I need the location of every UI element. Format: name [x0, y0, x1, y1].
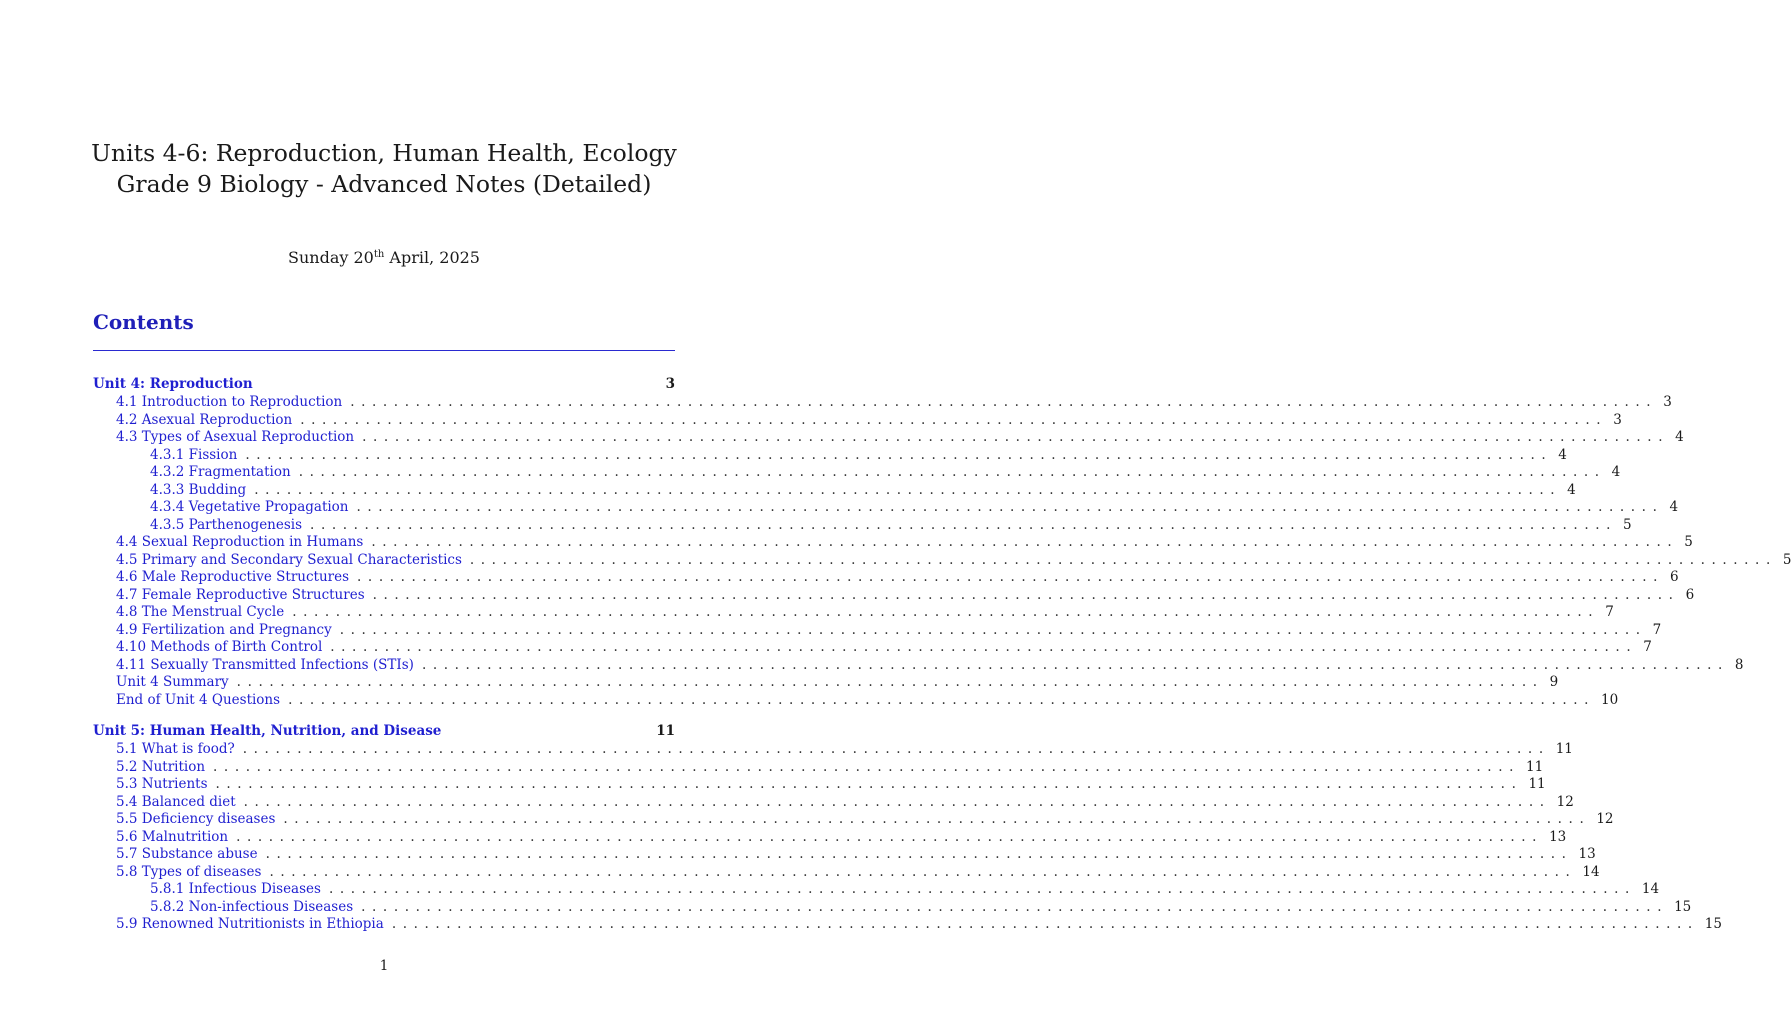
toc-page-number: 13: [1549, 828, 1567, 845]
table-of-contents: [93, 375, 1791, 947]
toc-unit-row[interactable]: [93, 722, 675, 741]
toc-unit-row[interactable]: [93, 375, 675, 394]
toc-entry-row[interactable]: [93, 551, 1791, 570]
toc-leader-dots: ........................................................................................................................: [356, 499, 1664, 515]
toc-entry-link[interactable]: 5.6 Malnutrition: [116, 828, 229, 845]
toc-entry-row[interactable]: [93, 916, 1722, 934]
toc-entry-row[interactable]: [93, 776, 1546, 794]
toc-leader-dots: ........................................................................................................................: [330, 639, 1638, 655]
toc-page-number: 4: [1567, 481, 1576, 498]
toc-page-number: 5: [1782, 551, 1791, 568]
toc-leader-dots: ........................................................................................................................: [215, 776, 1523, 792]
toc-page-number: 15: [1674, 898, 1692, 915]
toc-page-number: 11: [1528, 776, 1546, 792]
toc-entry-link[interactable]: 4.3 Types of Asexual Reproduction: [116, 429, 355, 445]
toc-leader-dots: ........................................................................................................................: [213, 758, 1520, 775]
toc-entry-row[interactable]: [93, 741, 1573, 759]
toc-entry-link[interactable]: 4.3.1 Fission: [150, 446, 238, 463]
toc-unit-group: [93, 722, 1722, 934]
toc-page-number: 14: [1641, 881, 1660, 897]
toc-entry-row[interactable]: [93, 846, 1596, 864]
toc-entry-row[interactable]: [93, 481, 1576, 500]
toc-entry-row[interactable]: [93, 464, 1621, 482]
toc-leader-dots: ........................................................................................................................: [362, 429, 1670, 445]
toc-entry-link[interactable]: 4.2 Asexual Reproduction: [116, 411, 293, 428]
toc-page-number: 3: [1663, 394, 1672, 410]
toc-leader-dots: ........................................................................................................................: [242, 741, 1550, 757]
toc-leader-dots: ........................................................................................................................: [372, 586, 1680, 603]
toc-leader-dots: ........................................................................................................................: [357, 569, 1664, 585]
toc-leader-dots: ........................................................................................................................: [361, 898, 1669, 915]
date-rest: April, 2025: [384, 248, 480, 267]
toc-entry-link[interactable]: 4.6 Male Reproductive Structures: [116, 569, 350, 585]
toc-entry-link[interactable]: 5.1 What is food?: [116, 741, 235, 757]
toc-leader-dots: ........................................................................................................................: [243, 793, 1551, 810]
toc-page-number: 4: [1611, 464, 1621, 480]
toc-entry-link[interactable]: 4.1 Introduction to Reproduction: [116, 394, 343, 410]
toc-page-number: 6: [1685, 586, 1695, 603]
toc-leader-dots: ........................................................................................................................: [328, 881, 1636, 897]
toc-page-number: 3: [665, 376, 675, 392]
toc-entry-row[interactable]: [93, 499, 1679, 517]
toc-leader-dots: ........................................................................................................................: [421, 656, 1729, 673]
toc-page-number: 5: [1684, 534, 1693, 550]
toc-entry-link[interactable]: 4.3.3 Budding: [150, 481, 247, 498]
contents-heading: Contents: [93, 310, 194, 334]
toc-leader-dots: ........................................................................................................................: [391, 916, 1699, 932]
toc-entry-link[interactable]: 5.8.2 Non-infectious Diseases: [150, 898, 354, 915]
toc-entry-link[interactable]: 5.8.1 Infectious Diseases: [150, 881, 321, 897]
toc-page-number: 7: [1652, 621, 1662, 638]
toc-page-number: 11: [1555, 741, 1573, 757]
toc-page-number: 13: [1578, 846, 1596, 862]
toc-entry-link[interactable]: 4.3.4 Vegetative Propagation: [150, 499, 349, 515]
toc-entry-row[interactable]: [93, 534, 1693, 552]
toc-leader-dots: ........................................................................................................................: [288, 691, 1596, 708]
toc-entry-link[interactable]: 4.3.5 Parthenogenesis: [150, 516, 303, 533]
toc-entry-link[interactable]: 4.10 Methods of Birth Control: [116, 639, 323, 655]
toc-page-number: 3: [1613, 411, 1622, 428]
toc-entry-link[interactable]: 5.9 Renowned Nutritionists in Ethiopia: [116, 916, 384, 932]
toc-entry-link[interactable]: 4.8 The Menstrual Cycle: [116, 604, 285, 620]
toc-unit-link[interactable]: Unit 4: Reproduction: [93, 376, 253, 392]
toc-entry-row[interactable]: [93, 881, 1660, 899]
toc-entry-link[interactable]: 4.7 Female Reproductive Structures: [116, 586, 365, 603]
toc-entry-link[interactable]: Unit 4 Summary: [116, 674, 229, 690]
toc-entry-row[interactable]: [93, 569, 1679, 587]
toc-unit-group: [93, 375, 1791, 709]
contents-divider: [93, 350, 675, 351]
toc-entry-link[interactable]: 4.9 Fertilization and Pregnancy: [116, 621, 332, 638]
page-number: 1: [379, 958, 389, 974]
toc-page-number: 4: [1669, 499, 1679, 515]
toc-entry-link[interactable]: 4.3.2 Fragmentation: [150, 464, 291, 480]
document-title: [0, 138, 768, 200]
toc-entry-link[interactable]: 4.5 Primary and Secondary Sexual Characteristics: [116, 551, 462, 568]
toc-page-number: 5: [1623, 516, 1632, 533]
toc-page-number: 12: [1596, 811, 1614, 827]
toc-leader-dots: ........................................................................................................................: [236, 828, 1544, 845]
toc-entry-row[interactable]: [93, 586, 1695, 605]
toc-entry-link[interactable]: 5.2 Nutrition: [116, 758, 206, 775]
toc-entry-row[interactable]: [93, 394, 1672, 412]
toc-page-number: 4: [1558, 446, 1567, 463]
title-line-2: Grade 9 Biology - Advanced Notes (Detailed): [116, 170, 652, 198]
toc-leader-dots: ........................................................................................................................: [254, 481, 1562, 498]
toc-entry-row[interactable]: [93, 811, 1614, 829]
toc-page-number: 7: [1643, 639, 1652, 655]
toc-leader-dots: ........................................................................................................................: [350, 394, 1658, 410]
toc-leader-dots: ........................................................................................................................: [300, 411, 1608, 428]
toc-unit-link[interactable]: Unit 5: Human Health, Nutrition, and Disease: [93, 723, 442, 739]
toc-entry-row[interactable]: [93, 898, 1692, 917]
toc-page-number: 10: [1601, 691, 1619, 708]
toc-leader-dots: ........................................................................................................................: [292, 604, 1600, 620]
date-ordinal: th: [373, 249, 385, 260]
toc-leader-dots: ........................................................................................................................: [339, 621, 1647, 638]
toc-entry-link[interactable]: 5.8 Types of diseases: [116, 863, 262, 880]
toc-leader-dots: ........................................................................................................................: [236, 674, 1544, 690]
toc-entry-row[interactable]: [93, 516, 1632, 535]
toc-entry-link[interactable]: End of Unit 4 Questions: [116, 691, 281, 708]
toc-entry-row[interactable]: [93, 604, 1614, 622]
toc-page-number: 8: [1734, 656, 1744, 673]
toc-entry-row[interactable]: [93, 656, 1744, 675]
toc-entry-row[interactable]: [93, 691, 1619, 710]
toc-leader-dots: ........................................................................................................................: [245, 446, 1553, 463]
toc-entry-link[interactable]: 5.4 Balanced diet: [116, 793, 236, 810]
toc-entry-row[interactable]: [93, 429, 1684, 447]
toc-page-number: 4: [1675, 429, 1684, 445]
toc-page-number: 11: [1525, 758, 1544, 775]
toc-entry-row[interactable]: [93, 828, 1567, 847]
toc-entry-row[interactable]: [93, 639, 1652, 657]
toc-entry-row[interactable]: [93, 793, 1574, 812]
toc-leader-dots: ........................................................................................................................: [371, 534, 1679, 550]
toc-page-number: 7: [1605, 604, 1614, 620]
toc-page-number: 14: [1582, 863, 1600, 880]
toc-page-number: 6: [1669, 569, 1679, 585]
toc-page-number: 9: [1549, 674, 1559, 690]
toc-entry-row[interactable]: [93, 863, 1600, 882]
title-line-1: Units 4-6: Reproduction, Human Health, Ecology: [91, 139, 677, 167]
toc-leader-dots: ........................................................................................................................: [469, 551, 1777, 568]
toc-entry-link[interactable]: 5.5 Deficiency diseases: [116, 811, 276, 827]
toc-entry-row[interactable]: [93, 411, 1622, 430]
toc-entry-row[interactable]: [93, 758, 1544, 777]
toc-page-number: 15: [1704, 916, 1722, 932]
toc-leader-dots: ........................................................................................................................: [265, 846, 1573, 862]
toc-entry-link[interactable]: 5.7 Substance abuse: [116, 846, 258, 862]
toc-leader-dots: ........................................................................................................................: [298, 464, 1606, 480]
document-date: [0, 248, 768, 267]
toc-leader-dots: ........................................................................................................................: [283, 811, 1591, 827]
toc-entry-row[interactable]: [93, 446, 1567, 465]
toc-entry-row[interactable]: [93, 621, 1662, 640]
toc-entry-link[interactable]: 4.4 Sexual Reproduction in Humans: [116, 534, 364, 550]
toc-entry-link[interactable]: 5.3 Nutrients: [116, 776, 208, 792]
toc-leader-dots: ........................................................................................................................: [269, 863, 1577, 880]
toc-entry-link[interactable]: 4.11 Sexually Transmitted Infections (STIs): [116, 656, 414, 673]
toc-page-number: 12: [1556, 793, 1574, 810]
toc-leader-dots: ........................................................................................................................: [310, 516, 1617, 533]
toc-entry-row[interactable]: [93, 674, 1559, 692]
date-day: Sunday 20: [288, 248, 374, 267]
toc-page-number: 11: [656, 723, 675, 739]
